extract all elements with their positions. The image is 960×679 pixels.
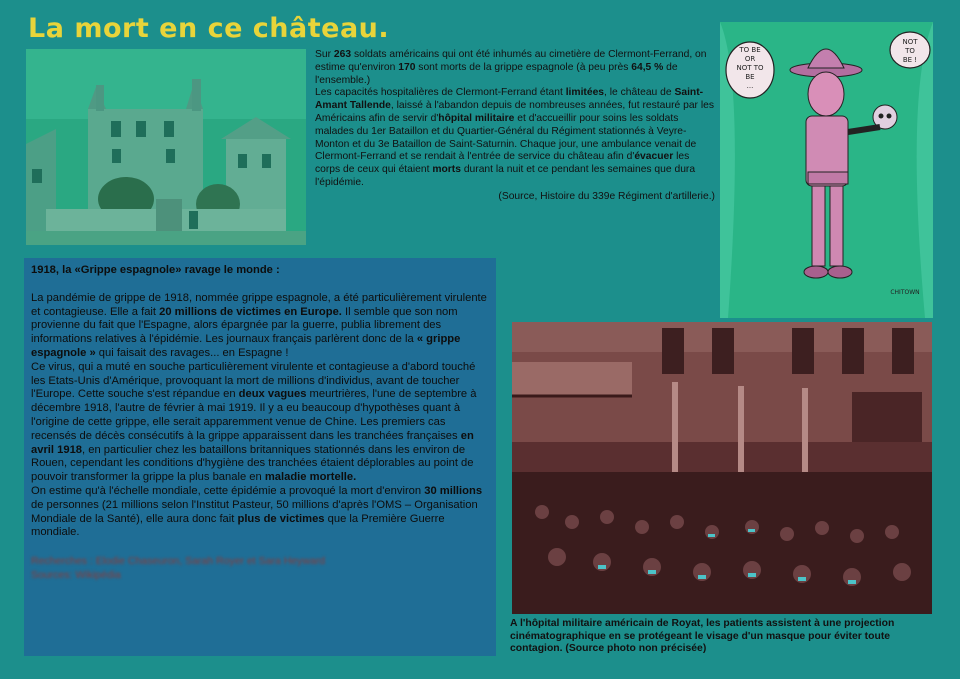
page-title: La mort en ce château. (28, 13, 390, 44)
cartoon-signature: CHITOWN (890, 289, 920, 296)
chateau-photo (26, 49, 306, 245)
intro-text (315, 49, 715, 204)
flu-paragraph-2: Ce virus, qui a muté en souche particulièrement virulente et contagieuse a d'abord touché les Etats-Unis d'Amérique, provoquant la mort de millions d'individus, avant de toucher l'Europe. Cette souche s'est répandue en deux vagues meurtrières, l'une de septembre à décembre 1918, l'autre de février à mai 1919. Il y a eu beaucoup d'hypothèses quant à l'origine de cette grippe, elle serait apparemment venue de Chine. Les premiers cas recensés de décès consécutifs à la grippe apparaissent dans les tranchées françaises en avril 1918, en particulier chez les bataillons britanniques stationnés dans les environ de Rouen, cependant les conditions d'hygiène des tranchées étaient déplorables au point de pouvoir transformer la grippe la plus banale en maladie mortelle. (31, 360, 477, 484)
flu-heading: 1918, la «Grippe espagnole» ravage le monde : (31, 264, 280, 276)
flu-info-box (24, 258, 496, 656)
credits-blurred (31, 554, 489, 582)
soldier-cartoon (720, 22, 933, 318)
svg-text:NOTTOBE !: NOT TO BE ! (902, 38, 918, 64)
hospital-caption: A l'hôpital militaire américain de Royat, les patients assistent à une projection cinématographique en se protégeant le visage d'un masque pour éviter toute contagion. (Source photo non précisée) (510, 618, 895, 655)
flu-paragraph-3: On estime qu'à l'échelle mondiale, cette épidémie a provoqué la mort d'environ 30 millions de personnes (21 millions selon l'Institut Pasteur, 50 millions d'après l'OMS – Organisation Mondiale de la Santé), elle aura donc fait plus de victimes que la Première Guerre mondiale. (31, 484, 483, 539)
hospital-photo (512, 322, 932, 614)
credits-line: Recherches : Elodie Chaseuron, Sarah Royer et Sara Heyward (31, 555, 326, 568)
flu-paragraph-1: La pandémie de grippe de 1918, nommée grippe espagnole, a été particulièrement virulente et contagieuse. Elle a fait 20 millions de victimes en Europe. Il semble que son nom provienne du fait que l'Espagne, alors épargnée par la guerre, publia librement des informations relatives à l'épidémie. Les journaux français parlèrent donc de la « grippe espagnole » qui faisait des ravages... en Espagne ! (31, 291, 487, 359)
intro-source: (Source, Histoire du 339e Régiment d'artillerie.) (498, 190, 715, 202)
chateau-illustration (26, 49, 306, 245)
intro-paragraph-1: Sur 263 soldats américains qui ont été inhumés au cimetière de Clermont-Ferrand, on estime qu'environ 170 sont morts de la grippe espagnole (à peu près 64,5 % de l'ensemble.) (315, 49, 707, 86)
intro-paragraph-2: Les capacités hospitalières de Clermont-Ferrand étant limitées, le château de Saint-Amant Tallende, laissé à l'abandon depuis de nombreuses années, fut restauré par les Américains afin de servir d'hôpital militaire et d'accueillir pour soins les soldats malades du 1er Bataillon et du Quartier-Général du Régiment stationnés à Veyre-Monton et du 3e Bataillon de Saint-Saturnin. Chaque jour, une ambulance venait de Clermont-Ferrand et se rendait à l'entrée de service du château afin d'évacuer les corps de ceux qui étaient morts durant la nuit et ce pendant les semaines que dura l'épidémie. (315, 87, 714, 188)
svg-text:TO BEORNOT TOBE...: TO BE OR NOT TO BE ... (736, 46, 764, 90)
cartoon-illustration (720, 22, 933, 318)
hospital-illustration (512, 322, 932, 614)
sources-line: Sources: Wikipédia (31, 569, 121, 582)
